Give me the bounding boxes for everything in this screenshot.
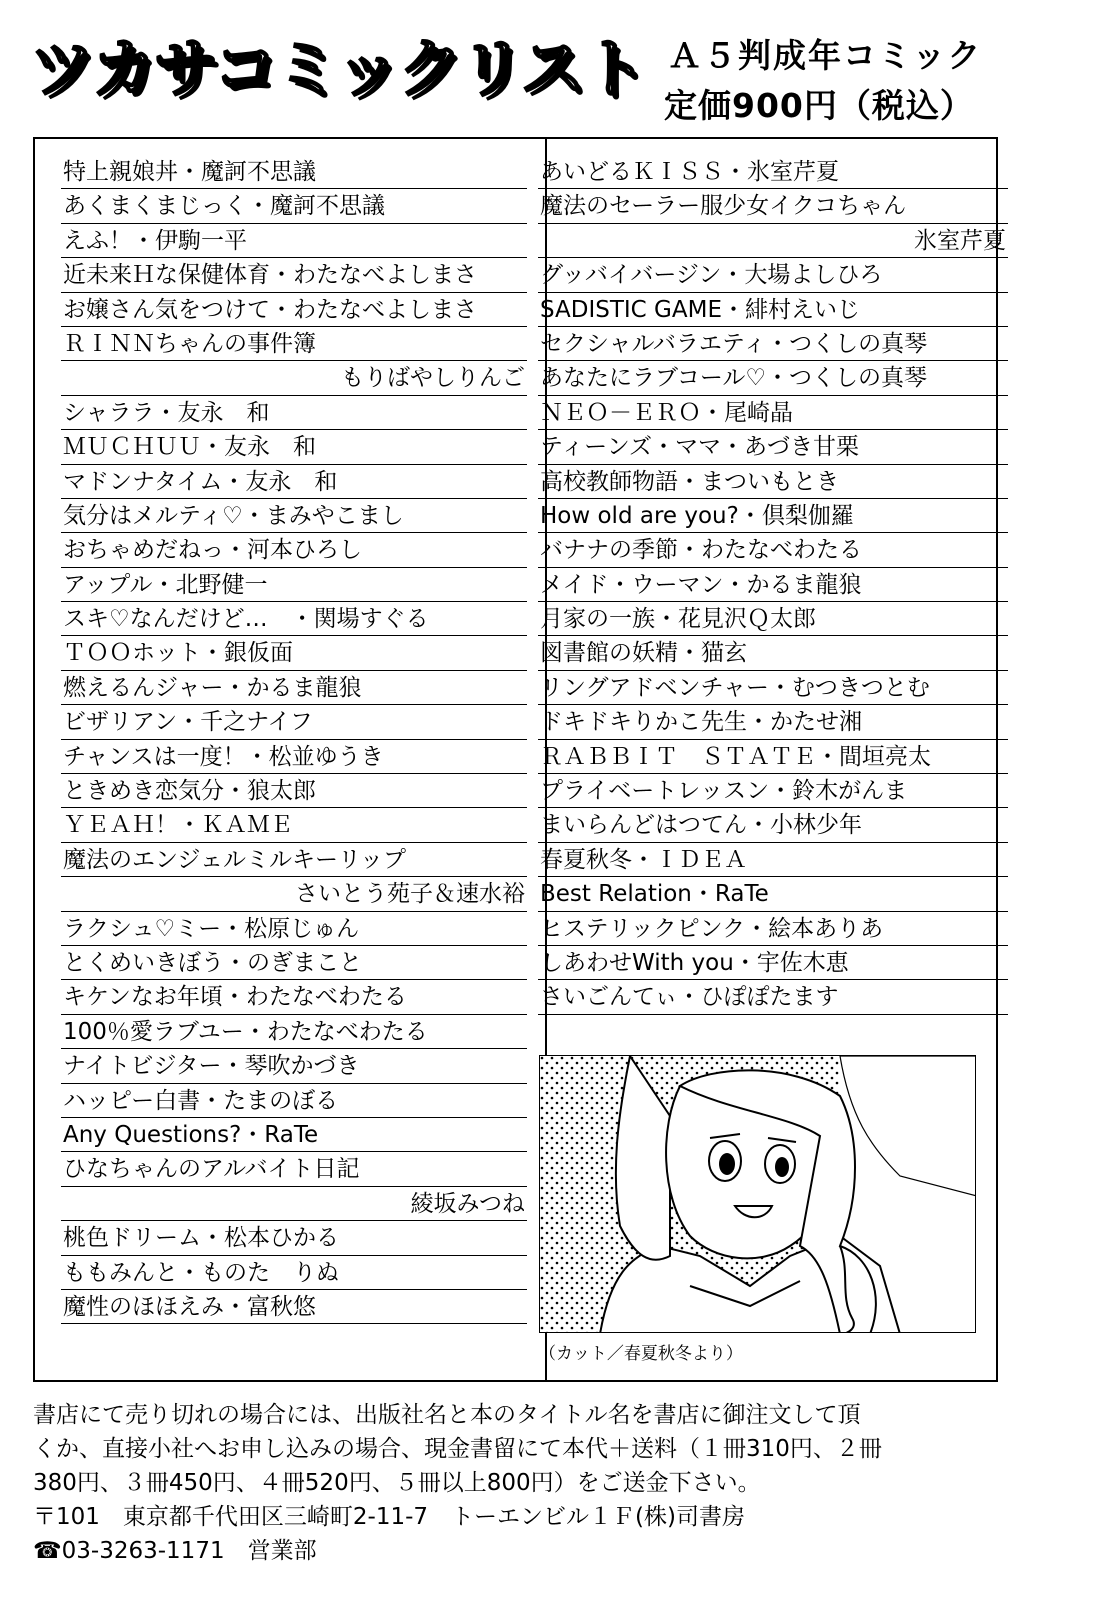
list-item: 100％愛ラブユー・わたなべわたる (61, 1015, 527, 1049)
list-item: マドンナタイム・友永 和 (61, 465, 527, 499)
list-item: ＲＩＮＮちゃんの事件簿 (61, 327, 527, 361)
list-item: ハッピー白書・たまのぼる (61, 1084, 527, 1118)
order-notice (33, 1398, 1033, 1500)
list-item: SADISTIC GAME・緋村えいじ (538, 293, 1008, 327)
list-item: キケンなお年頃・わたなべわたる (61, 980, 527, 1014)
list-item: 月家の一族・花見沢Ｑ太郎 (538, 602, 1008, 636)
list-item: 特上親娘丼・魔訶不思議 (61, 155, 527, 189)
list-item: 燃えるんジャー・かるま龍狼 (61, 671, 527, 705)
list-item: チャンスは一度！・松並ゆうき (61, 740, 527, 774)
list-item: しあわせWith you・宇佐木恵 (538, 946, 1008, 980)
list-item: ドキドキりかこ先生・かたせ湘 (538, 705, 1008, 739)
comic-list-box (33, 137, 1006, 1382)
list-item: メイド・ウーマン・かるま龍狼 (538, 568, 1008, 602)
page-title: ツカサコミックリスト (30, 33, 645, 107)
list-item: ティーンズ・ママ・あづき甘栗 (538, 430, 1008, 464)
list-item: ＲＡＢＢＩＴ ＳＴＡＴＥ・間垣亮太 (538, 740, 1008, 774)
list-item: Any Questions?・RaTe (61, 1118, 527, 1152)
list-item: ひなちゃんのアルバイト日記 (61, 1152, 527, 1186)
illustration-caption: （カット／春夏秋冬より） (539, 1344, 743, 1364)
list-item: リングアドベンチャー・むつきつとむ (538, 671, 1008, 705)
list-item: セクシャルバラエティ・つくしの真琴 (538, 327, 1008, 361)
notice-line: 書店にて売り切れの場合には、出版社名と本のタイトル名を書店に御注文して頂 (33, 1402, 861, 1428)
list-item: 魔法のエンジェルミルキーリップ (61, 843, 527, 877)
list-item: Best Relation・RaTe (538, 877, 1008, 911)
girl-illustration (540, 1056, 976, 1333)
list-item: さいごんてぃ・ひぽぽたます (538, 980, 1008, 1014)
format-label: Ａ５判成年コミック (668, 36, 983, 75)
list-item: 魔性のほほえみ・富秋悠 (61, 1290, 527, 1324)
list-item: 春夏秋冬・ＩＤＥＡ (538, 843, 1008, 877)
list-item: ラクシュ♡ミー・松原じゅん (61, 912, 527, 946)
list-item: ＴＯＯホット・銀仮面 (61, 636, 527, 670)
list-item: ナイトビジター・琴吹かづき (61, 1049, 527, 1083)
list-item: ＹＥＡＨ！・ＫＡＭＥ (61, 808, 527, 842)
list-item: 綾坂みつね (61, 1187, 527, 1221)
publisher-address: 〒101 東京都千代田区三崎町2-11-7 トーエンビル１Ｆ(株)司書房 (33, 1504, 745, 1530)
list-item: 氷室芹夏 (538, 224, 1008, 258)
list-item: ももみんと・ものた りぬ (61, 1256, 527, 1290)
illustration-cut (539, 1055, 976, 1333)
list-item: おちゃめだねっ・河本ひろし (61, 533, 527, 567)
publisher-phone: ☎03-3263-1171 営業部 (33, 1538, 317, 1564)
list-item: 近未来Ｈな保健体育・わたなべよしまさ (61, 258, 527, 292)
list-item: スキ♡なんだけど… ・関場すぐる (61, 602, 527, 636)
notice-line: くか、直接小社へお申し込みの場合、現金書留にて本代＋送料（１冊310円、２冊 (33, 1436, 882, 1462)
list-item: 桃色ドリーム・松本ひかる (61, 1221, 527, 1255)
list-item: お嬢さん気をつけて・わたなべよしまさ (61, 293, 527, 327)
list-item: ときめき恋気分・狼太郎 (61, 774, 527, 808)
list-item: さいとう苑子＆速水裕 (61, 877, 527, 911)
list-item: あなたにラブコール♡・つくしの真琴 (538, 361, 1008, 395)
list-item: How old are you?・倶梨伽羅 (538, 499, 1008, 533)
list-item: ＭＵＣＨＵＵ・友永 和 (61, 430, 527, 464)
list-item: えふ！・伊駒一平 (61, 224, 527, 258)
publisher-address-block (33, 1500, 745, 1568)
price-label: 定価900円（税込） (664, 86, 974, 125)
list-item: シャララ・友永 和 (61, 396, 527, 430)
list-item: 気分はメルティ♡・まみやこまし (61, 499, 527, 533)
list-item: グッバイバージン・大場よしひろ (538, 258, 1008, 292)
list-item: 図書館の妖精・猫玄 (538, 636, 1008, 670)
right-title-list (538, 155, 1008, 1015)
list-item: バナナの季節・わたなべわたる (538, 533, 1008, 567)
list-item: もりばやしりんご (61, 361, 527, 395)
left-title-list (61, 155, 527, 1324)
list-item: 高校教師物語・まついもとき (538, 465, 1008, 499)
list-item: まいらんどはつてん・小林少年 (538, 808, 1008, 842)
list-item: あくまくまじっく・魔訶不思議 (61, 189, 527, 223)
list-item: ビザリアン・千之ナイフ (61, 705, 527, 739)
list-item: あいどるＫＩＳＳ・氷室芹夏 (538, 155, 1008, 189)
notice-line: 380円、３冊450円、４冊520円、５冊以上800円）をご送金下さい。 (33, 1470, 761, 1496)
list-item: ＮＥＯ－ＥＲＯ・尾崎晶 (538, 396, 1008, 430)
list-item: とくめいきぼう・のぎまこと (61, 946, 527, 980)
list-item: プライベートレッスン・鈴木がんま (538, 774, 1008, 808)
list-item: アップル・北野健一 (61, 568, 527, 602)
list-item: 魔法のセーラー服少女イクコちゃん (538, 189, 1008, 223)
list-item: ヒステリックピンク・絵本ありあ (538, 912, 1008, 946)
